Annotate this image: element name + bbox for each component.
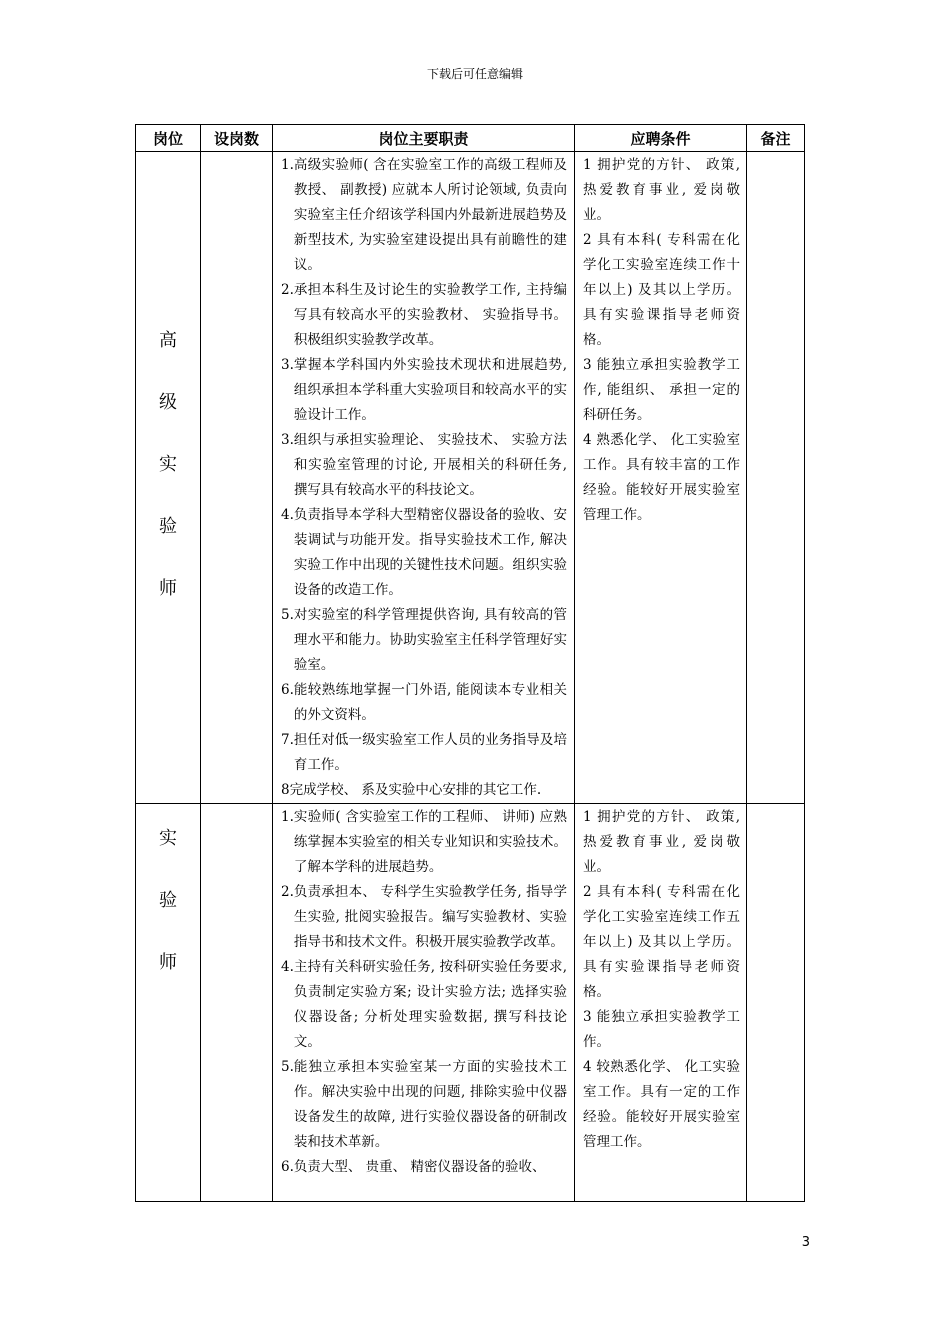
requirement-item: 2 具有本科( 专科需在化学化工实验室连续工作十年以上) 及其以上学历。具有实验课指导老师资格。	[583, 232, 740, 348]
table-header-row	[136, 125, 805, 152]
duty-number: 7.	[281, 732, 294, 748]
duty-item	[281, 1155, 567, 1180]
requirement-item: 4 较熟悉化学、 化工实验室工作。具有一定的工作经验。能较好开展实验室管理工作。	[583, 1059, 740, 1150]
duty-item	[281, 805, 567, 880]
post-char: 验	[159, 890, 177, 911]
page-number: 3	[801, 1235, 810, 1250]
requirements-cell	[575, 152, 747, 804]
duty-text: 高级实验师( 含在实验室工作的高级工程师及教授、 副教授) 应就本人所讨论领域, 负责向实验室主任介绍该学科国内外最新进展趋势及新型技术, 为实验室建设提出具有前瞻性的建议。	[293, 157, 567, 273]
requirement-item: 4 熟悉化学、 化工实验室工作。具有较丰富的工作经验。能较好开展实验室管理工作。	[583, 432, 740, 523]
duty-number: 2.	[281, 282, 294, 298]
duty-text: 担任对低一级实验室工作人员的业务指导及培育工作。	[293, 732, 567, 773]
post-char: 实	[159, 454, 177, 475]
requirement-item: 3 能独立承担实验教学工作。	[583, 1009, 740, 1050]
duty-item	[281, 955, 567, 1055]
duty-number: 4.	[281, 959, 294, 975]
header-remark: 备注	[747, 125, 805, 152]
remark-cell	[747, 152, 805, 804]
duties-cell	[273, 152, 575, 804]
count-cell	[201, 152, 273, 804]
post-char: 实	[159, 828, 177, 849]
duty-number: 4.	[281, 507, 294, 523]
duties-cell	[273, 804, 575, 1202]
post-char: 级	[159, 392, 177, 413]
post-char: 验	[159, 516, 177, 537]
header-requirements: 应聘条件	[575, 125, 747, 152]
duty-number: 2.	[281, 884, 294, 900]
duty-item	[281, 603, 567, 678]
duty-text: 对实验室的科学管理提供咨询, 具有较高的管理水平和能力。协助实验室主任科学管理好实验室。	[293, 607, 567, 673]
duty-number: 6.	[281, 1159, 294, 1175]
duty-number: 8	[281, 782, 290, 798]
duty-number: 1.	[281, 809, 294, 825]
positions-table	[135, 124, 805, 1202]
post-cell	[136, 804, 201, 1202]
duty-text: 实验师( 含实验室工作的工程师、 讲师) 应熟练掌握本实验室的相关专业知识和实验技术。了解本学科的进展趋势。	[293, 809, 567, 875]
post-name	[136, 152, 200, 620]
duty-text: 组织与承担实验理论、 实验技术、 实验方法和实验室管理的讨论, 开展相关的科研任务, 撰写具有较高水平的科技论文。	[293, 432, 567, 498]
remark-cell	[747, 804, 805, 1202]
duty-item	[281, 503, 567, 603]
duty-text: 主持有关科研实验任务, 按科研实验任务要求, 负责制定实验方案; 设计实验方法; 选择实验仪器设备; 分析处理实验数据, 撰写科技论文。	[293, 959, 567, 1050]
duty-text: 负责承担本、 专科学生实验教学任务, 指导学生实验, 批阅实验报告。编写实验教材、实验指导书和技术文件。积极开展实验教学改革。	[293, 884, 567, 950]
post-char: 师	[159, 578, 177, 599]
duty-item	[281, 353, 567, 428]
requirement-item: 1 拥护党的方针、 政策, 热爱教育事业, 爱岗敬业。	[583, 157, 740, 223]
duty-item	[281, 153, 567, 278]
duty-item	[281, 880, 567, 955]
duty-text: 承担本科生及讨论生的实验教学工作, 主持编写具有较高水平的实验教材、 实验指导书。积极组织实验教学改革。	[293, 282, 567, 348]
duty-number: 1.	[281, 157, 294, 173]
duty-text: 负责指导本学科大型精密仪器设备的验收、安装调试与功能开发。指导实验技术工作, 解决实验工作中出现的关键性技术问题。组织实验设备的改造工作。	[293, 507, 567, 598]
table-row	[136, 804, 805, 1202]
duty-text: 掌握本学科国内外实验技术现状和进展趋势, 组织承担本学科重大实验项目和较高水平的实验设计工作。	[293, 357, 567, 423]
post-cell	[136, 152, 201, 804]
table-row	[136, 152, 805, 804]
count-cell	[201, 804, 273, 1202]
header-count: 设岗数	[201, 125, 273, 152]
header-note: 下载后可任意编辑	[426, 67, 523, 81]
duty-item	[281, 1055, 567, 1155]
duty-text: 负责大型、 贵重、 精密仪器设备的验收、	[293, 1159, 546, 1175]
duty-number: 5.	[281, 1059, 294, 1075]
duty-number: 3.	[281, 357, 294, 373]
duty-text: 完成学校、 系及实验中心安排的其它工作.	[289, 782, 542, 798]
duty-item	[281, 778, 567, 803]
post-char: 高	[159, 330, 177, 351]
duty-number: 5.	[281, 607, 294, 623]
header-duties: 岗位主要职责	[273, 125, 575, 152]
requirements-cell	[575, 804, 747, 1202]
duty-text: 能较熟练地掌握一门外语, 能阅读本专业相关的外文资料。	[293, 682, 567, 723]
header-post: 岗位	[136, 125, 201, 152]
duty-number: 3.	[281, 432, 294, 448]
duty-number: 6.	[281, 682, 294, 698]
requirement-item: 1 拥护党的方针、 政策, 热爱教育事业, 爱岗敬业。	[583, 809, 740, 875]
post-name	[136, 804, 200, 994]
duty-item	[281, 678, 567, 728]
duty-item	[281, 728, 567, 778]
post-char: 师	[159, 952, 177, 973]
requirement-item: 2 具有本科( 专科需在化学化工实验室连续工作五年以上) 及其以上学历。具有实验课指导老师资格。	[583, 884, 740, 1000]
duty-item	[281, 428, 567, 503]
duty-item	[281, 278, 567, 353]
requirement-item: 3 能独立承担实验教学工作, 能组织、 承担一定的科研任务。	[583, 357, 740, 423]
duty-text: 能独立承担本实验室某一方面的实验技术工作。解决实验中出现的问题, 排除实验中仪器设备发生的故障, 进行实验仪器设备的研制改装和技术革新。	[293, 1059, 567, 1150]
